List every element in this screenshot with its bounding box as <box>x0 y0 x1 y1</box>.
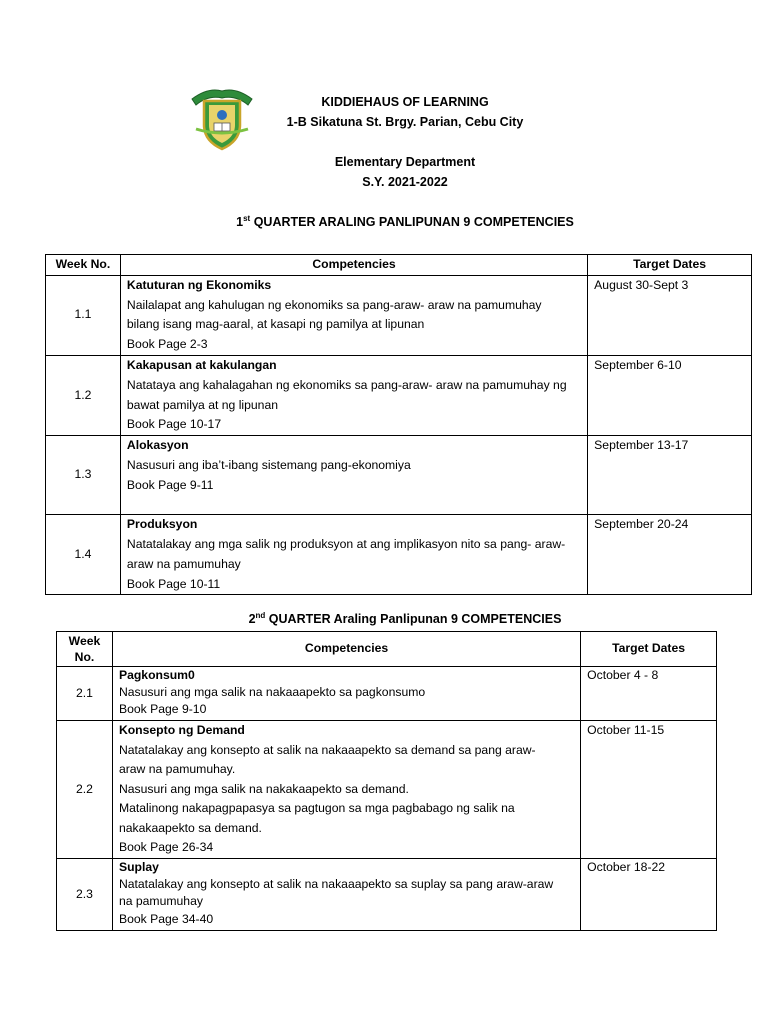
competency-cell <box>120 436 587 515</box>
department-name: Elementary Department <box>334 155 476 169</box>
book-page: Book Page 34-40 <box>118 911 214 926</box>
book-page: Book Page 10-17 <box>126 417 222 432</box>
competency-cell <box>120 355 587 435</box>
competency-title: Produksyon <box>126 517 198 532</box>
week-cell: 1.1 <box>46 275 121 355</box>
table-row <box>57 859 717 931</box>
col-header-competencies: Competencies <box>120 255 587 276</box>
table-row <box>46 515 752 595</box>
week-cell: 2.2 <box>57 721 113 859</box>
date-cell: October 4 - 8 <box>581 667 717 721</box>
col-header-competencies: Competencies <box>112 632 580 667</box>
table-header-row <box>57 632 717 667</box>
competency-line: Nasusuri ang mga salik na nakakaapekto sa demand. <box>118 781 409 796</box>
week-cell: 1.4 <box>46 515 121 595</box>
competency-title: Pagkonsum0 <box>118 668 195 682</box>
competency-title: Konsepto ng Demand <box>118 723 245 737</box>
table-row <box>57 721 717 859</box>
competency-title: Suplay <box>118 860 159 874</box>
week-cell: 2.1 <box>57 667 113 721</box>
competency-line: Natatalakay ang konsepto at salik na nakaaapekto sa suplay sa pang araw-araw <box>118 877 554 892</box>
competency-line: araw na pamumuhay. <box>118 762 236 777</box>
col-header-target-dates: Target Dates <box>581 632 717 667</box>
col-header-week: Week No. <box>57 632 113 667</box>
q1-heading: 1st QUARTER ARALING PANLIPUNAN 9 COMPETENCIES <box>236 213 574 229</box>
competency-line: na pamumuhay <box>118 894 203 909</box>
date-cell: September 20-24 <box>588 515 752 595</box>
school-year: S.Y. 2021-2022 <box>362 175 448 189</box>
q2-competencies-table <box>56 631 717 931</box>
date-cell: October 18-22 <box>581 859 717 931</box>
week-cell: 1.2 <box>46 355 121 435</box>
date-cell: September 13-17 <box>588 436 752 515</box>
q2-heading: 2nd QUARTER Araling Panlipunan 9 COMPETENCIES <box>248 610 562 626</box>
book-page: Book Page 9-11 <box>126 477 214 492</box>
date-cell: August 30-Sept 3 <box>588 275 752 355</box>
competency-cell <box>120 275 587 355</box>
col-header-target-dates: Target Dates <box>588 255 752 276</box>
competency-line: nakakaapekto sa demand. <box>118 820 262 835</box>
week-cell: 2.3 <box>57 859 113 931</box>
competency-line: bilang isang mag-aaral, at kasapi ng pamilya at lipunan <box>126 317 425 332</box>
table-header-row <box>46 255 752 276</box>
date-cell: October 11-15 <box>581 721 717 859</box>
competency-title: Kakapusan at kakulangan <box>126 357 277 372</box>
school-name: KIDDIEHAUS OF LEARNING <box>321 95 489 109</box>
competency-line: Matalinong nakapagpapasya sa pagtugon sa mga pagbabago ng salik na <box>118 801 515 816</box>
table-row <box>46 436 752 515</box>
competency-cell <box>120 515 587 595</box>
week-cell: 1.3 <box>46 436 121 515</box>
competency-line: Nasusuri ang mga salik na nakaaapekto sa pagkonsumo <box>118 685 426 700</box>
col-header-week: Week No. <box>46 255 121 276</box>
competency-line: bawat pamilya at ng lipunan <box>126 397 278 412</box>
competency-line: Natataya ang kahalagahan ng ekonomiks sa pang-araw- araw na pamumuhay ng <box>126 377 567 392</box>
book-page: Book Page 2-3 <box>126 337 208 352</box>
competency-title: Katuturan ng Ekonomiks <box>126 277 272 292</box>
book-page: Book Page 10-11 <box>126 576 221 591</box>
q1-competencies-table <box>45 254 752 595</box>
competency-line: Natatalakay ang konsepto at salik na nakaaapekto sa demand sa pang araw- <box>118 742 536 757</box>
competency-line: Nailalapat ang kahulugan ng ekonomiks sa pang-araw- araw na pamumuhay <box>126 297 542 312</box>
competency-line: araw na pamumuhay <box>126 556 241 571</box>
table-row <box>46 355 752 435</box>
table-row <box>57 667 717 721</box>
competency-line: Natatalakay ang mga salik ng produksyon at ang implikasyon nito sa pang- araw- <box>126 536 566 551</box>
competency-line: Nasusuri ang iba’t-ibang sistemang pang-ekonomiya <box>126 457 411 472</box>
competency-title: Alokasyon <box>126 438 189 453</box>
school-address: 1-B Sikatuna St. Brgy. Parian, Cebu City <box>286 115 524 129</box>
competency-cell <box>112 859 580 931</box>
book-page: Book Page 26-34 <box>118 839 214 854</box>
competency-cell <box>112 667 580 721</box>
competency-cell <box>112 721 580 859</box>
book-page: Book Page 9-10 <box>118 702 207 717</box>
table-row <box>46 275 752 355</box>
date-cell: September 6-10 <box>588 355 752 435</box>
